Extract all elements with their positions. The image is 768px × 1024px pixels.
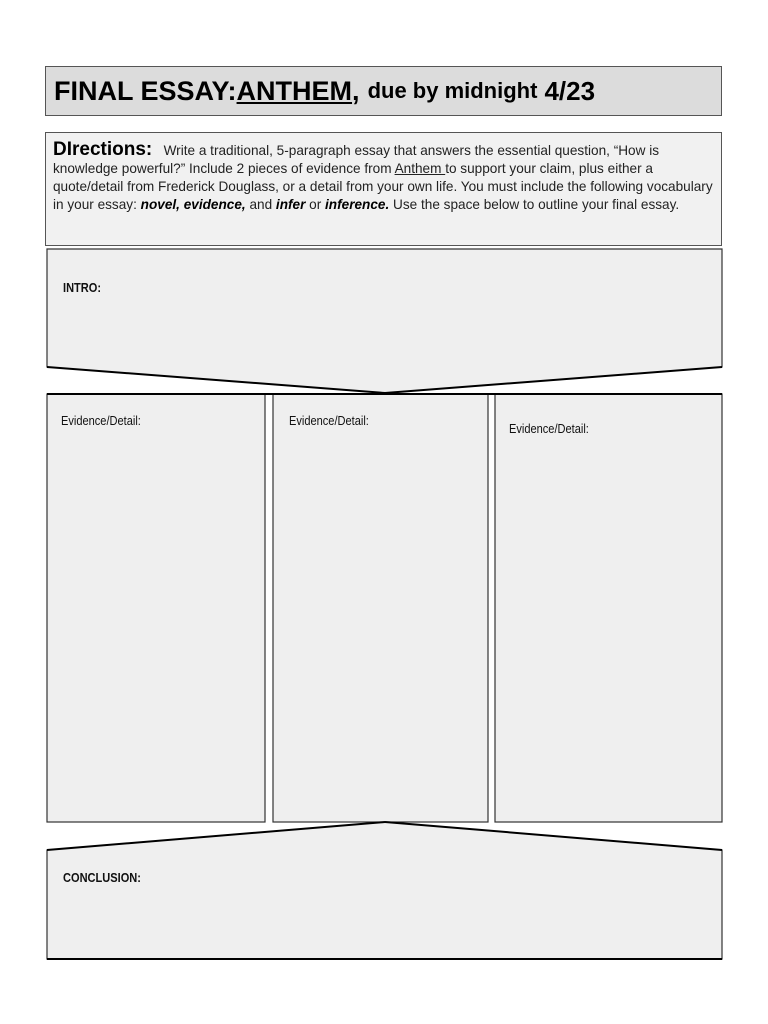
evidence-box-3[interactable] <box>495 394 722 822</box>
directions-text-2: to support your claim, plus either a quote/detail from Frederick Douglass, or a detail from your own life. You must include the following vocabulary in your essay: <box>53 161 713 212</box>
vocab-inference: inference. <box>325 197 390 212</box>
directions-or: or <box>305 197 326 212</box>
directions-book: Anthem <box>394 161 446 176</box>
directions-text-1: Write a traditional, 5-paragraph essay that answers the essential question, “How is knowledge powerful?” Include 2 pieces of evidence from <box>53 143 660 176</box>
directions-and: and <box>245 197 276 212</box>
evidence-label-2: Evidence/Detail: <box>289 413 369 428</box>
vocab-novel-evidence: novel, evidence, <box>140 197 246 212</box>
directions-colon: : <box>145 139 153 160</box>
title-comma: , <box>352 75 360 106</box>
evidence-box-2[interactable] <box>273 394 488 822</box>
title-due: due by midnight <box>367 78 538 103</box>
directions-text-3: Use the space below to outline your final essay. <box>389 197 680 212</box>
directions-heading: DIrections <box>53 139 146 160</box>
evidence-label-3: Evidence/Detail: <box>509 421 589 436</box>
evidence-box-1[interactable] <box>47 394 265 822</box>
conclusion-label: CONCLUSION: <box>63 870 141 885</box>
intro-label: INTRO: <box>63 280 102 295</box>
title-date: 4/23 <box>544 75 596 106</box>
evidence-label-1: Evidence/Detail: <box>61 413 141 428</box>
title-book: ANTHEM <box>236 75 353 106</box>
title-prefix: FINAL ESSAY: <box>54 75 237 106</box>
intro-box[interactable] <box>47 249 722 393</box>
vocab-infer: infer <box>275 197 306 212</box>
